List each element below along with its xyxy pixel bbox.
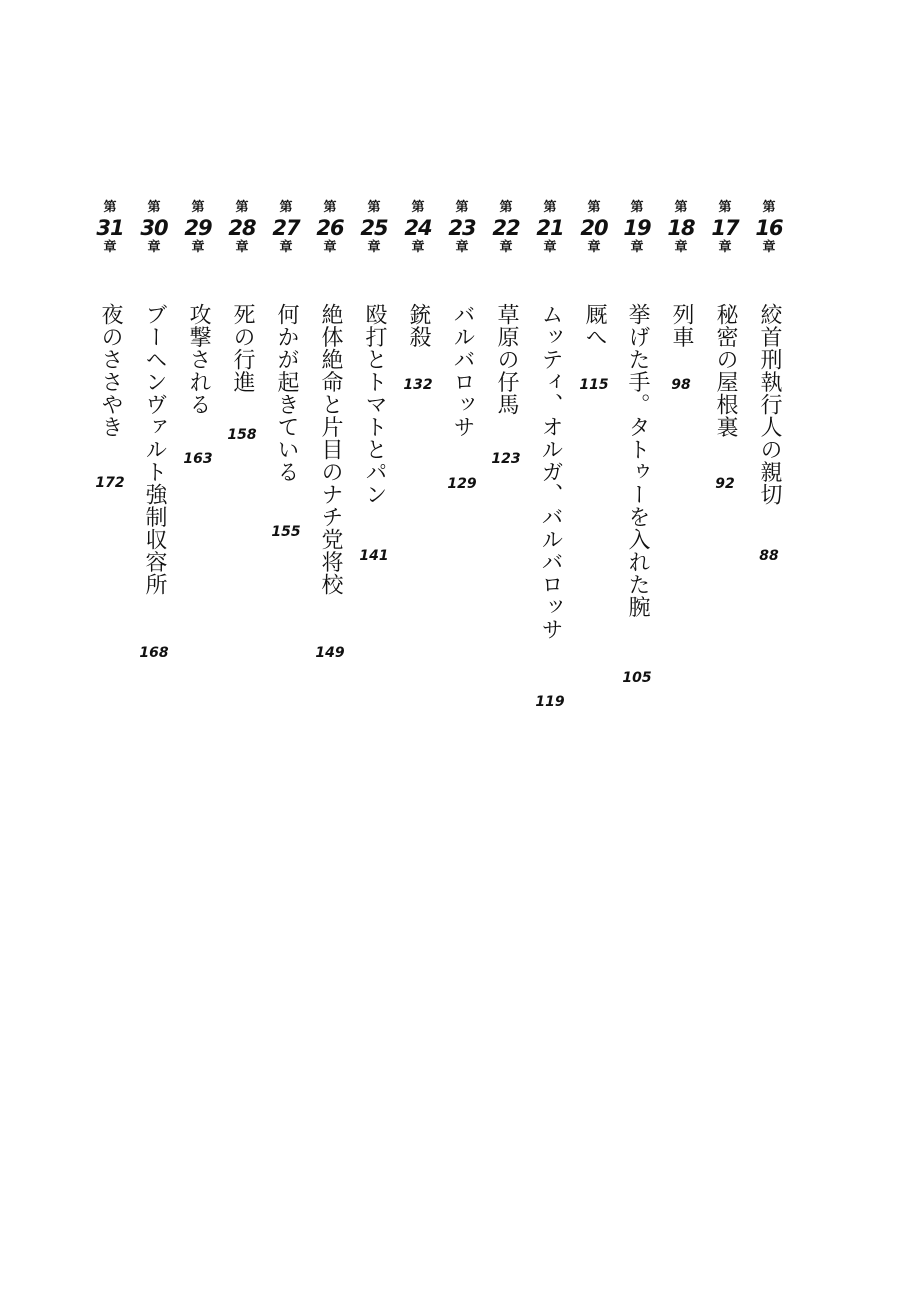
page-number: 88 bbox=[759, 548, 779, 564]
page-number: 158 bbox=[227, 427, 257, 443]
chapter-number: 19 bbox=[623, 216, 651, 240]
chapter-prefix: 第 bbox=[191, 200, 205, 215]
chapter-title: ムッティ、オルガ、バルバロッサ bbox=[538, 303, 563, 641]
chapter-suffix: 章 bbox=[455, 240, 469, 255]
chapter-prefix: 第 bbox=[279, 200, 293, 215]
chapter-prefix: 第 bbox=[411, 200, 425, 215]
toc-entry bbox=[574, 200, 614, 760]
page-number: 149 bbox=[315, 645, 345, 661]
chapter-number: 23 bbox=[448, 216, 476, 240]
chapter-title: 夜のささやき bbox=[98, 303, 123, 438]
toc-entry bbox=[310, 200, 350, 760]
chapter-prefix: 第 bbox=[587, 200, 601, 215]
page-number: 105 bbox=[622, 670, 652, 686]
page-number: 123 bbox=[491, 451, 521, 467]
page-number: 92 bbox=[715, 476, 735, 492]
chapter-title: 何かが起きている bbox=[274, 303, 299, 483]
chapter-label bbox=[574, 200, 614, 256]
chapter-label bbox=[530, 200, 570, 256]
chapter-suffix: 章 bbox=[587, 240, 601, 255]
chapter-title: 銃殺 bbox=[406, 303, 431, 348]
chapter-prefix: 第 bbox=[499, 200, 513, 215]
chapter-number: 17 bbox=[711, 216, 739, 240]
chapter-label bbox=[398, 200, 438, 256]
toc-entry bbox=[705, 200, 745, 760]
chapter-label bbox=[178, 200, 218, 256]
chapter-prefix: 第 bbox=[367, 200, 381, 215]
chapter-title: 秘密の屋根裏 bbox=[713, 303, 738, 438]
chapter-title: 殴打とトマトとパン bbox=[362, 303, 387, 506]
chapter-number: 25 bbox=[360, 216, 388, 240]
chapter-prefix: 第 bbox=[543, 200, 557, 215]
chapter-title: 草原の仔馬 bbox=[494, 303, 519, 416]
page-number: 119 bbox=[535, 694, 565, 710]
chapter-title: ブーヘンヴァルト強制収容所 bbox=[142, 303, 167, 596]
chapter-label bbox=[749, 200, 789, 256]
chapter-prefix: 第 bbox=[455, 200, 469, 215]
chapter-suffix: 章 bbox=[323, 240, 337, 255]
toc-entry bbox=[486, 200, 526, 760]
chapter-prefix: 第 bbox=[147, 200, 161, 215]
chapter-label bbox=[486, 200, 526, 256]
chapter-number: 20 bbox=[580, 216, 608, 240]
toc-entry bbox=[266, 200, 306, 760]
chapter-label bbox=[661, 200, 701, 256]
chapter-title: バルバロッサ bbox=[450, 303, 475, 438]
chapter-suffix: 章 bbox=[674, 240, 688, 255]
toc-entry bbox=[178, 200, 218, 760]
chapter-prefix: 第 bbox=[323, 200, 337, 215]
toc-entry bbox=[661, 200, 701, 760]
chapter-label bbox=[222, 200, 262, 256]
page-number: 172 bbox=[95, 475, 125, 491]
chapter-title: 厩へ bbox=[582, 303, 607, 348]
chapter-prefix: 第 bbox=[674, 200, 688, 215]
chapter-label bbox=[442, 200, 482, 256]
chapter-number: 27 bbox=[272, 216, 300, 240]
toc-entry bbox=[90, 200, 130, 760]
chapter-number: 28 bbox=[228, 216, 256, 240]
chapter-number: 21 bbox=[536, 216, 564, 240]
page-number: 98 bbox=[671, 377, 691, 393]
chapter-label bbox=[310, 200, 350, 256]
chapter-prefix: 第 bbox=[630, 200, 644, 215]
toc-entry bbox=[222, 200, 262, 760]
chapter-suffix: 章 bbox=[103, 240, 117, 255]
chapter-suffix: 章 bbox=[762, 240, 776, 255]
chapter-number: 30 bbox=[140, 216, 168, 240]
page-number: 168 bbox=[139, 645, 169, 661]
toc-entry bbox=[354, 200, 394, 760]
chapter-label bbox=[354, 200, 394, 256]
chapter-title: 死の行進 bbox=[230, 303, 255, 393]
chapter-prefix: 第 bbox=[718, 200, 732, 215]
chapter-suffix: 章 bbox=[191, 240, 205, 255]
chapter-suffix: 章 bbox=[499, 240, 513, 255]
chapter-label bbox=[90, 200, 130, 256]
chapter-suffix: 章 bbox=[147, 240, 161, 255]
chapter-prefix: 第 bbox=[235, 200, 249, 215]
chapter-prefix: 第 bbox=[103, 200, 117, 215]
chapter-label bbox=[617, 200, 657, 256]
toc-entry bbox=[530, 200, 570, 760]
chapter-number: 26 bbox=[316, 216, 344, 240]
toc-entry bbox=[398, 200, 438, 760]
chapter-number: 16 bbox=[755, 216, 783, 240]
chapter-title: 列車 bbox=[669, 303, 694, 348]
chapter-number: 18 bbox=[667, 216, 695, 240]
toc-entry bbox=[617, 200, 657, 760]
chapter-title: 絞首刑執行人の親切 bbox=[757, 303, 782, 506]
chapter-suffix: 章 bbox=[279, 240, 293, 255]
page-number: 132 bbox=[403, 377, 433, 393]
chapter-label bbox=[134, 200, 174, 256]
chapter-suffix: 章 bbox=[367, 240, 381, 255]
chapter-suffix: 章 bbox=[543, 240, 557, 255]
chapter-number: 22 bbox=[492, 216, 520, 240]
toc-entry bbox=[442, 200, 482, 760]
chapter-number: 24 bbox=[404, 216, 432, 240]
page-number: 155 bbox=[271, 524, 301, 540]
chapter-suffix: 章 bbox=[411, 240, 425, 255]
page-number: 115 bbox=[579, 377, 609, 393]
chapter-number: 29 bbox=[184, 216, 212, 240]
chapter-prefix: 第 bbox=[762, 200, 776, 215]
page-number: 129 bbox=[447, 476, 477, 492]
chapter-label bbox=[266, 200, 306, 256]
chapter-number: 31 bbox=[96, 216, 124, 240]
chapter-title: 絶体絶命と片目のナチ党将校 bbox=[318, 303, 343, 596]
chapter-title: 攻撃される bbox=[186, 303, 211, 416]
toc-entry bbox=[134, 200, 174, 760]
chapter-suffix: 章 bbox=[630, 240, 644, 255]
chapter-suffix: 章 bbox=[718, 240, 732, 255]
chapter-title: 挙げた手。タトゥーを入れた腕 bbox=[625, 303, 650, 618]
toc-entry bbox=[749, 200, 789, 760]
page-number: 141 bbox=[359, 548, 389, 564]
chapter-label bbox=[705, 200, 745, 256]
page-number: 163 bbox=[183, 451, 213, 467]
chapter-suffix: 章 bbox=[235, 240, 249, 255]
